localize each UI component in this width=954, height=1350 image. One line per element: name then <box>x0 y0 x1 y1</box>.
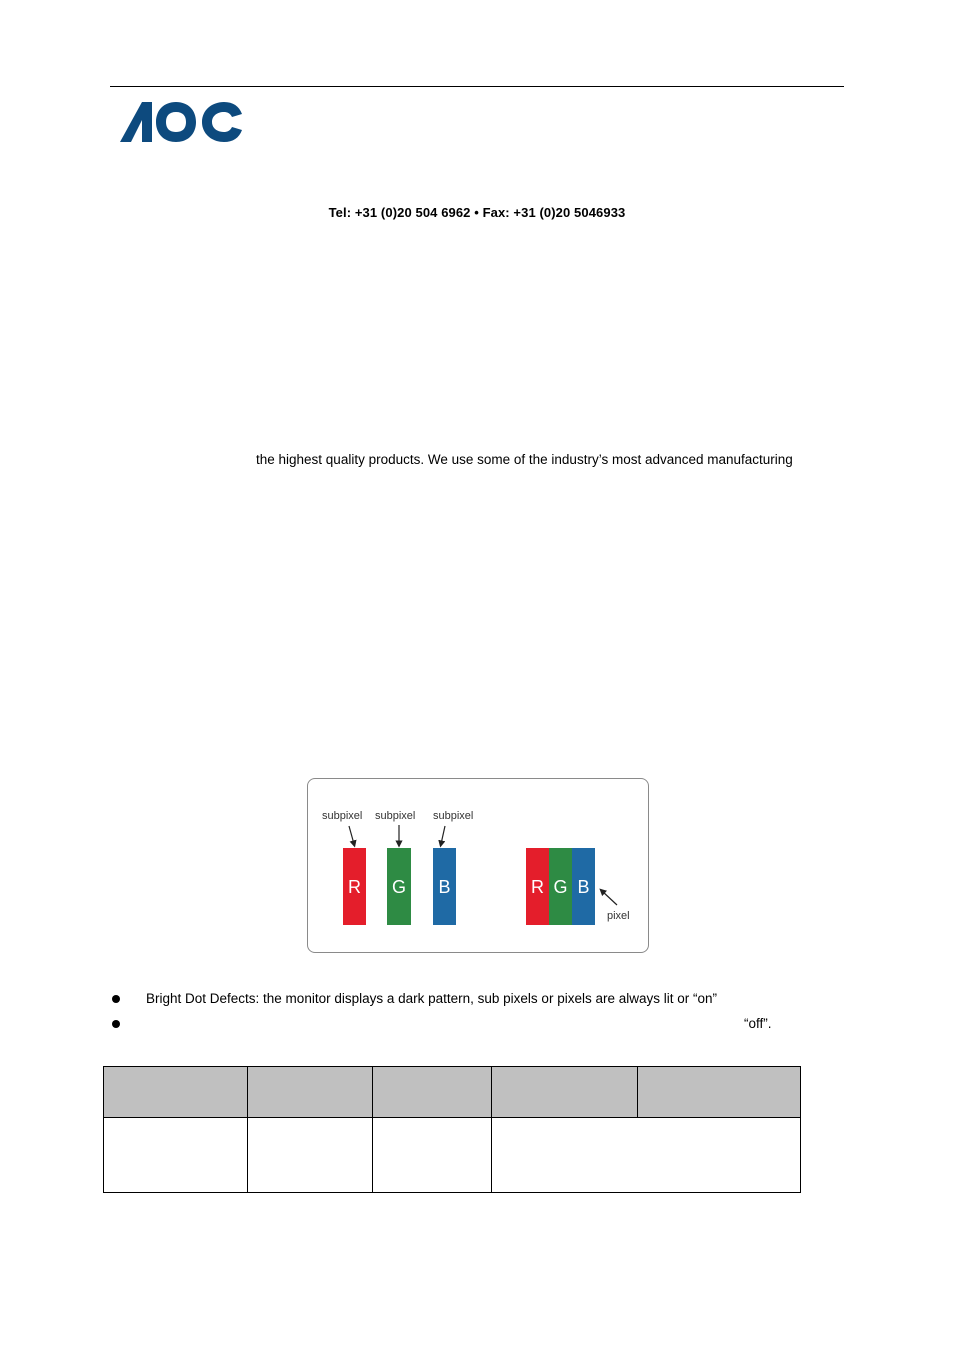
table-header-cell <box>104 1067 248 1118</box>
pixel-diagram-graphic <box>307 778 649 953</box>
table-cell <box>248 1118 373 1193</box>
table-cell <box>492 1118 801 1193</box>
aoc-logo-text: AOC <box>120 100 123 101</box>
pixel-diagram <box>307 778 649 953</box>
table-header-cell <box>373 1067 492 1118</box>
subpixel-arrow-r <box>349 826 354 844</box>
aoc-logo <box>120 100 244 144</box>
pixel-letter-b: B <box>576 876 590 897</box>
subpixel-arrow-b <box>441 826 445 844</box>
table-cell <box>373 1118 492 1193</box>
bullet-dot <box>112 1020 120 1028</box>
subpixel-letter-b: B <box>437 876 451 897</box>
defect-table <box>103 1066 801 1193</box>
table-header-cell <box>638 1067 801 1118</box>
table-header-row <box>104 1067 801 1118</box>
pixel-letter-g: G <box>552 876 568 897</box>
subpixel-label-b: subpixel <box>432 809 473 822</box>
pixel-letter-r: R <box>530 876 544 897</box>
bullet-text: Bright Dot Defects: the monitor displays a dark pattern, sub pixels or pixels are always lit or “on” <box>146 991 717 1006</box>
pixel-label: pixel <box>606 909 630 922</box>
bullet-dot <box>112 995 120 1003</box>
pixel-arrow <box>602 891 617 905</box>
subpixel-letter-r: R <box>347 876 361 897</box>
subpixel-label-g: subpixel <box>374 809 415 822</box>
header-rule <box>110 86 844 87</box>
table-header-cell <box>492 1067 638 1118</box>
table-header-cell <box>248 1067 373 1118</box>
subpixel-letter-g: G <box>391 876 406 897</box>
subpixel-label-r: subpixel <box>321 809 362 822</box>
table-row <box>104 1118 801 1193</box>
body-text-line: the highest quality products. We use some of the industry’s most advanced manufacturing <box>256 452 793 467</box>
table-cell <box>104 1118 248 1193</box>
contact-line: Tel: +31 (0)20 504 6962 • Fax: +31 (0)20 5046933 <box>328 205 626 220</box>
bullet-text-tail: “off”. <box>744 1016 772 1031</box>
